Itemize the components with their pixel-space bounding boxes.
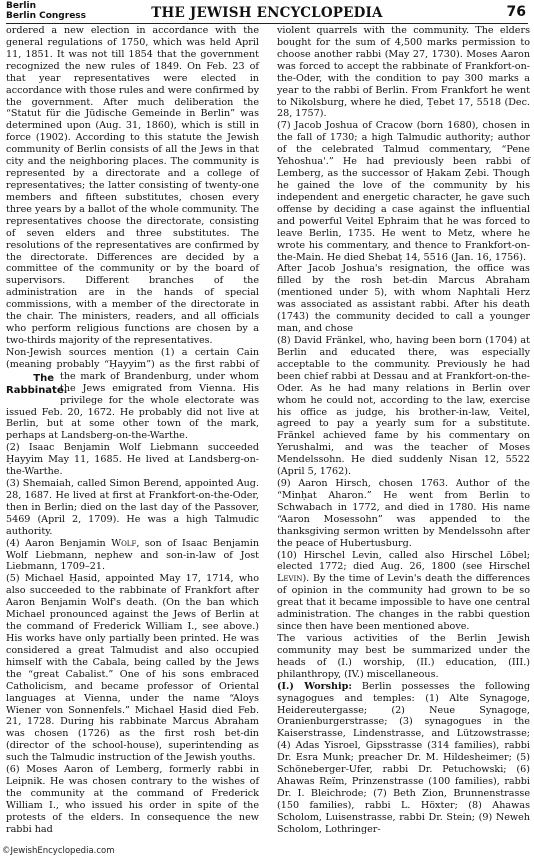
right-column	[277, 25, 530, 836]
side-heading-line: The	[33, 372, 54, 384]
paragraph: (2) Isaac Benjamin Wolf Liebmann succeeded Ḥayyim May 11, 1685. He lived at Landsberg-on-the-Warthe.	[6, 442, 259, 478]
paragraph: The various activities of the Berlin Jewish community may best be summarized under the heads of (I.) worship, (II.) education, (III.) philanthropy, (IV.) miscellaneous.	[277, 633, 530, 680]
paragraph: ordered a new election in accordance with the general regulations of 1750, which was held April 11, 1851. It was not till 1854 that the government recognized the new rules of 1849. On Feb. 23 of that year representatives were elected in accordance with those rules and were confirmed by the government. After much deliberation the “Statut für die Jüdische Gemeinde in Berlin” was determined upon (Aug. 31, 1860), which is still in force (1902). According to this statute the Jewish community of Berlin consists of all the Jews in that city and the neighboring places. The community is represented by a directorate and a college of representatives; the latter consisting of twenty-one members and fifteen substitutes, chosen every three years by a ballot of the whole community. The representatives choose the directorate, consisting of seven elders and three substitutes. The resolutions of the representatives are confirmed by the directorate. Differences are decided by a committee of the community or by the board of supervisors. Different branches of the administration are in the hands of special commissions, with a member of the directorate in the chair. The ministers, readers, and all officials who perform religious functions are chosen by a two-thirds majority of the representatives.	[6, 25, 259, 346]
paragraph	[277, 550, 530, 633]
paragraph: After Jacob Joshua's resignation, the office was filled by the rosh bet-din Marcus Abraham (mentioned under 5), with whom Naphtali Herz was associated as assistant rabbi. After his death (1743) the community decided to call a younger man, and chose	[277, 263, 530, 335]
paragraph	[277, 681, 530, 836]
running-head-line-2: Berlin Congress	[6, 10, 87, 21]
paragraph-text: ). By the time of Levin's death the differences of opinion in the community had grown to be so great that it became impossible to have one central administration. The changes in the rabbi question since then have been mentioned above.	[277, 573, 530, 633]
side-heading-line: Rabbinate.	[6, 384, 68, 396]
paragraph: (7) Jacob Joshua of Cracow (born 1680), chosen in the fall of 1730; a high Talmudic authority; author of the celebrated Talmud commentary, “Pene Yehoshua'.” He had previously been rabbi of Lemberg, as the successor of Ḥakam Ẓebi. Though he gained the love of the community by his independent and energetic character, he gave such offense by deciding a case against the influential and powerful Veitel Ephraim that he was forced to leave Berlin, 1735. He went to Metz, where he wrote his commentary, and thence to Frankfort-on-the-Main. He died Shebaṭ 14, 5516 (Jan. 16, 1756).	[277, 120, 530, 263]
paragraph: (9) Aaron Hirsch, chosen 1763. Author of the “Minḥat Aharon.” He went from Berlin to Schwabach in 1772, and died in 1780. His name “Aaron Mosessohn” was appended to the thanksgiving sermon written by Mendelssohn after the peace of Hubertusburg.	[277, 478, 530, 549]
paragraph: (8) David Fränkel, who, having been born (1704) at Berlin and educated there, was especially acceptable to the community. Previously he had been chief rabbi at Dessau and at Frankfort-on-the-Oder. As he had many relations in Berlin over whom he could not, according to the law, exercise his office as judge, his brother-in-law, Veitel, agreed to pay a yearly sum for a substitute. Fränkel achieved fame by his commentary on Yerushalmi, and was the teacher of Moses Mendelssohn. He died suddenly Nisan 12, 5522 (April 5, 1762).	[277, 334, 530, 478]
running-head-line-1: Berlin	[6, 1, 36, 11]
paragraph-text: (4) Aaron Benjamin	[6, 537, 112, 549]
paragraph: violent quarrels with the community. The elders bought for the sum of 4,500 marks permission to choose another rabbi (May 27, 1730). Moses Aaron was forced to accept the rabbinate of Frankfort-on-the-Oder, with the condition to pay 300 marks a year to the rabbi of Berlin. From Frankfort he went to Nikolsburg, where he died, Ṭebet 17, 5518 (Dec. 28, 1757).	[277, 25, 530, 120]
paragraph-rabbinate-intro	[6, 347, 259, 442]
page-number: 76	[506, 4, 526, 20]
paragraph: (5) Michael Ḥasid, appointed May 17, 1714, who also succeeded to the rabbinate of Frankfort after Aaron Benjamin Wolf's death. (On the ban which Michael pronounced against the Jews of Berlin at the command of Frederick William I., see above.) His works have only partially been printed. He was considered a great Talmudist and also occupied himself with the Cabala, being called by the Jews the “great Cabalist.” One of his sons embraced Catholicism, and became professor of Oriental languages at Vienna, under the name “Aloys Wiener von Sonnenfels.” Michael Ḥasid died Feb. 21, 1728. During his rabbinate Marcus Abraham was chosen (1726) as the first rosh bet-din (director of the school-house), superintending as such the Talmudic instruction of the Jewish youths.	[6, 573, 259, 764]
paragraph: (6) Moses Aaron of Lemberg, formerly rabbi in Leipnik. He was chosen contrary to the wishes of the community at the command of Frederick William I., who issued his order in spite of the protests of the elders. In consequence the new rabbi had	[6, 764, 259, 835]
paragraph-text: Non-Jewish sources mention (1) a certain Cain (meaning probably “Ḥayyim”) as the first rabbi of	[6, 346, 259, 370]
footer-credit[interactable]: ©JewishEncyclopedia.com	[2, 846, 115, 856]
cross-reference[interactable]: Levin	[277, 573, 303, 585]
paragraph	[6, 538, 259, 574]
paragraph: (3) Shemaiah, called Simon Berend, appointed Aug. 28, 1687. He lived at first at Frankfort-on-the-Oder, then in Berlin; died on the last day of the Passover, 5469 (April 2, 1709). He was a high Talmudic authority.	[6, 478, 259, 537]
side-heading-rabbinate	[6, 372, 68, 397]
cross-reference[interactable]: Wolf	[111, 537, 137, 549]
paragraph-text: the mark of Brandenburg, under whom the Jews emigrated from Vienna. His privilege for the whole electorate was issued Feb. 20, 1672. He probably did not live at Berlin, but at some other town of the mark, perhaps at Landsberg-on-the-Warthe.	[6, 370, 259, 442]
paragraph-text: , son of Isaac Benjamin Wolf Liebmann, nephew and son-in-law of Jost Liebmann, 1709–21.	[6, 537, 259, 573]
section-heading-worship: (I.) Worship:	[277, 680, 352, 692]
paragraph-text: Berlin possesses the following synagogues and temples: (1) Alte Synagoge, Heidereutergasse; (2) Neue Synagoge, Oranienburgerstrasse; (3) synagogues in the Kaiserstrasse, Lindenstrasse, and Lützowstrasse; (4) Adas Yisroel, Gipsstrasse (314 families), rabbi Dr. Esra Munk; preacher Dr. M. Hildesheimer; (5) Schöneberger-Ufer, rabbi Dr. Petuchowski; (6) Ahawas Reïm, Prinzenstrasse (100 families), rabbi Dr. I. Bleichrode; (7) Beth Zion, Brunnenstrasse (150 families), rabbi L. Höxter; (8) Ahawas Scholom, Luisenstrasse, rabbi Dr. Stein; (9) Neweh Scholom, Lothringer-	[277, 680, 530, 835]
paragraph-text: (10) Hirschel Levin, called also Hirschel Löbel; elected 1772; died Aug. 26, 1800 (see Hirschel	[277, 549, 530, 573]
page-title: THE JEWISH ENCYCLOPEDIA	[151, 5, 383, 21]
page-header	[6, 2, 528, 24]
left-column	[6, 25, 259, 836]
